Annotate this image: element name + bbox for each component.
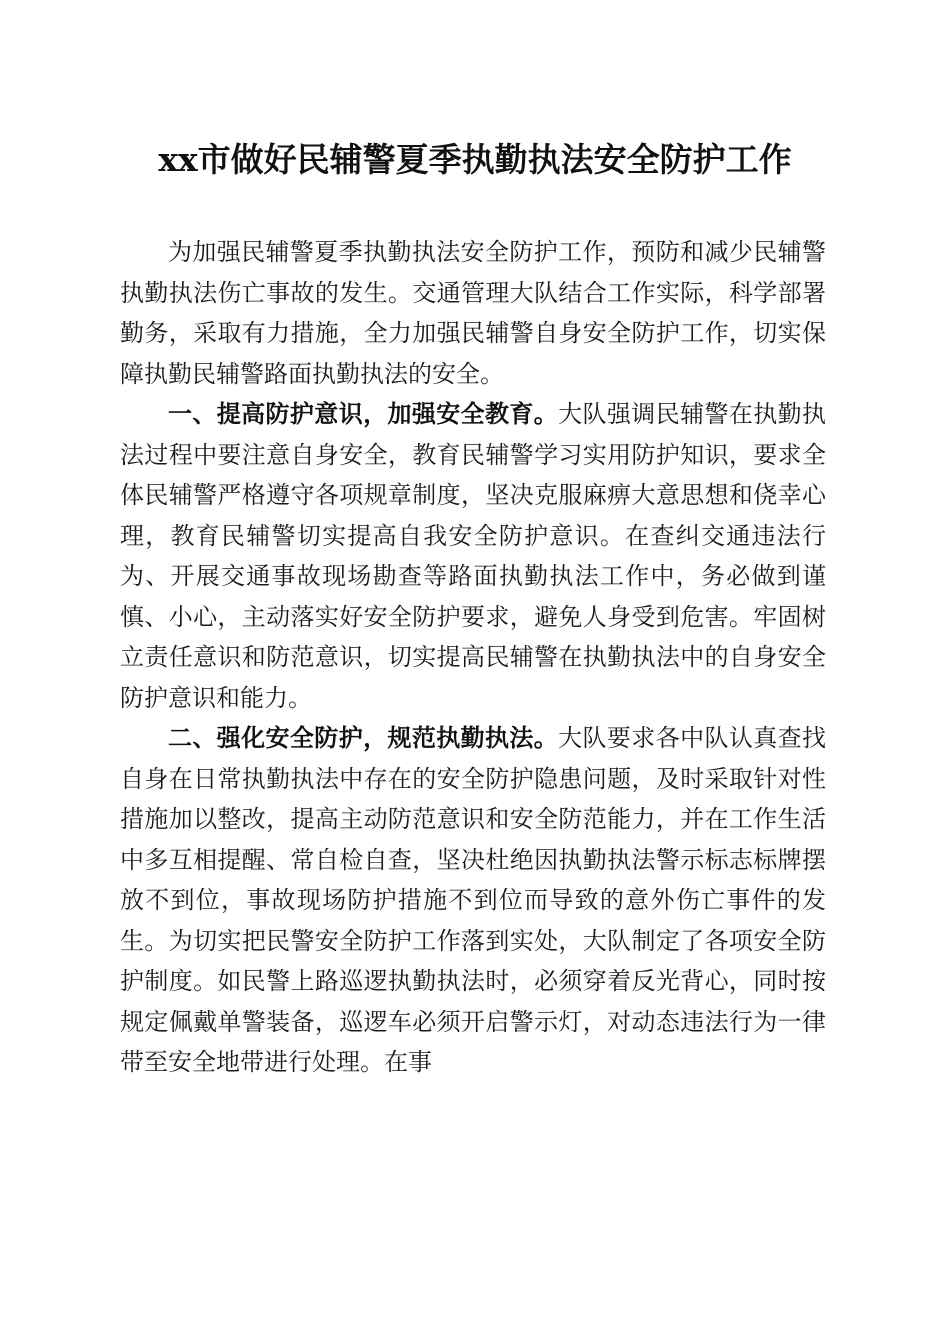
- section-heading: 二、强化安全防护，规范执勤执法。: [168, 724, 559, 752]
- paragraph-section-2: [120, 718, 826, 1083]
- paragraph-text: 为加强民辅警夏季执勤执法安全防护工作，预防和减少民辅警执勤执法伤亡事故的发生。交通管理大队结合工作实际，科学部署勤务，采取有力措施，全力加强民辅警自身安全防护工作，切实保障执勤民辅警路面执勤执法的安全。: [120, 238, 826, 388]
- paragraph-text: 大队要求各中队认真查找自身在日常执勤执法中存在的安全防护隐患问题，及时采取针对性措施加以整改，提高主动防范意识和安全防范能力，并在工作生活中多互相提醒、常自检自查，坚决杜绝因执勤执法警示标志标牌摆放不到位，事故现场防护措施不到位而导致的意外伤亡事件的发生。为切实把民警安全防护工作落到实处，大队制定了各项安全防护制度。如民警上路巡逻执勤执法时，必须穿着反光背心，同时按规定佩戴单警装备，巡逻车必须开启警示灯，对动态违法行为一律带至安全地带进行处理。在事: [120, 724, 827, 1076]
- section-heading: 一、提高防护意识，加强安全教育。: [168, 400, 559, 428]
- paragraph-section-1: [120, 394, 826, 718]
- paragraph-intro: [120, 232, 826, 394]
- document-body: [120, 232, 826, 1083]
- paragraph-text: 大队强调民辅警在执勤执法过程中要注意自身安全，教育民辅警学习实用防护知识，要求全体民辅警严格遵守各项规章制度，坚决克服麻痹大意思想和侥幸心理，教育民辅警切实提高自我安全防护意识。在查纠交通违法行为、开展交通事故现场勘查等路面执勤执法工作中，务必做到谨慎、小心，主动落实好安全防护要求，避免人身受到危害。牢固树立责任意识和防范意识，切实提高民辅警在执勤执法中的自身安全防护意识和能力。: [120, 400, 827, 712]
- document-title: xx市做好民辅警夏季执勤执法安全防护工作: [158, 140, 792, 179]
